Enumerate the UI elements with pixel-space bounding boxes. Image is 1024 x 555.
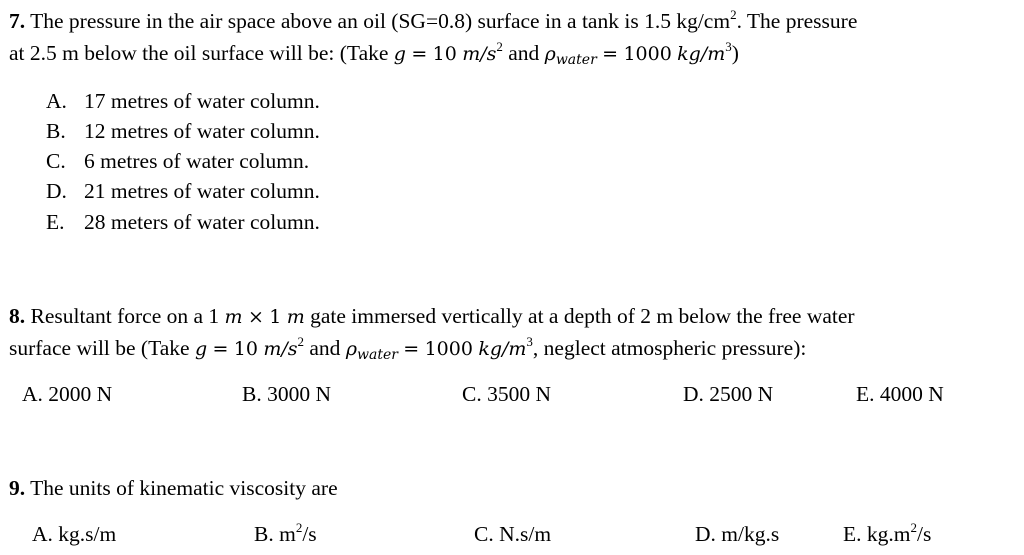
q7-text-2: at 2.5 m below the oil surface will be: (Take — [9, 41, 389, 65]
q7-text-1b: 0.8) surface in a tank is 1.5 kg/cm — [438, 9, 731, 33]
q7-option-text: 17 metres of water column. — [84, 89, 320, 113]
q7-option-letter: C. — [46, 149, 66, 173]
q7-option-text: 28 meters of water column. — [84, 210, 320, 234]
q8-eq: = — [212, 338, 229, 360]
q7-line2 — [9, 39, 739, 68]
q8-line2 — [9, 334, 807, 363]
q8-m2: m — [286, 306, 305, 328]
q8-text-2b: , neglect atmospheric pressure): — [532, 336, 807, 360]
q8-rho-val: 1000 — [424, 338, 473, 360]
q8-option: C. 3500 N — [462, 382, 551, 406]
q8-g-exp: 2 — [297, 334, 305, 349]
q8-option: B. 3000 N — [242, 382, 331, 406]
q7-sg-eq: = — [425, 9, 439, 33]
q9-option — [474, 524, 551, 546]
q8-text-1b: gate immersed vertically at a depth of 2 m below the free water — [310, 304, 855, 328]
q9-line1 — [9, 478, 338, 500]
q8-one: 1 — [269, 306, 282, 328]
q9-option-sup: 2 — [295, 520, 303, 535]
q8-g-unit: m/s — [263, 338, 298, 360]
q9-option — [32, 524, 116, 546]
q8-text-2a: surface will be (Take — [9, 336, 190, 360]
q7-rho-val: 1000 — [623, 43, 672, 65]
q7-option-letter: B. — [46, 119, 66, 143]
q9-option-text: C. N.s/m — [474, 522, 552, 546]
q7-and: and — [508, 41, 540, 65]
q7-sup: 2 — [730, 7, 737, 22]
q8-option: D. 2500 N — [683, 382, 774, 406]
q8-option: A. 2000 N — [22, 382, 113, 406]
q8-g: g — [194, 338, 208, 360]
q8-and: and — [309, 336, 341, 360]
q8-rho: ρ — [345, 338, 357, 360]
q9-option-text: A. kg.s/m — [32, 522, 117, 546]
q9-option-text: B. m — [254, 522, 296, 546]
q7-g: g — [393, 43, 406, 65]
q8-line1 — [9, 306, 855, 328]
q7-option-text: 6 metres of water column. — [84, 149, 310, 173]
q7-rho-sub: water — [555, 52, 597, 68]
q8-rho-exp: 3 — [526, 334, 533, 349]
q9-option-text-end: /s — [302, 522, 317, 546]
q7-g-exp: 2 — [496, 39, 503, 54]
q7-eq: = — [411, 43, 428, 65]
q8-text-1a: Resultant force on a 1 — [30, 304, 220, 328]
q7-option-letter: A. — [46, 89, 67, 113]
q9-option-text: D. m/kg.s — [695, 522, 780, 546]
q8-number: 8. — [9, 304, 26, 328]
q7-eq2: = — [602, 43, 619, 65]
q8-eq2: = — [403, 338, 420, 360]
q7-rho-unit: kg/m — [677, 43, 726, 65]
q7-option-letter: E. — [46, 210, 65, 234]
q9-option-text-end: /s — [916, 522, 932, 546]
q9-option — [695, 524, 779, 546]
q7-option-letter: D. — [46, 179, 67, 203]
q8-rho-sub: water — [356, 347, 398, 363]
q8-times: × — [247, 306, 264, 328]
q7-text-1a: The pressure in the air space above an oil (SG — [30, 9, 426, 33]
q9-text: The units of kinematic viscosity are — [30, 476, 338, 500]
q9-option-sup: 2 — [910, 520, 917, 535]
q7-line1 — [9, 7, 858, 33]
q7-text-1c: . The pressure — [736, 9, 858, 33]
q7-g-unit: m/s — [462, 43, 497, 65]
q7-option-text: 12 metres of water column. — [84, 119, 320, 143]
q9-option-text: E. kg.m — [843, 522, 911, 546]
q8-m1: m — [224, 306, 243, 328]
q7-close: ) — [731, 41, 739, 65]
q9-option — [843, 520, 932, 546]
q7-number: 7. — [9, 9, 26, 33]
q9-option — [254, 520, 317, 546]
q8-rho-unit: kg/m — [478, 338, 527, 360]
q8-g-val: 10 — [233, 338, 258, 360]
q7-option-text: 21 metres of water column. — [84, 179, 320, 203]
q7-rho: ρ — [544, 43, 556, 65]
q8-option: E. 4000 N — [856, 382, 944, 406]
q9-number: 9. — [9, 476, 26, 500]
q7-rho-exp: 3 — [725, 39, 732, 54]
q7-g-val: 10 — [432, 43, 457, 65]
